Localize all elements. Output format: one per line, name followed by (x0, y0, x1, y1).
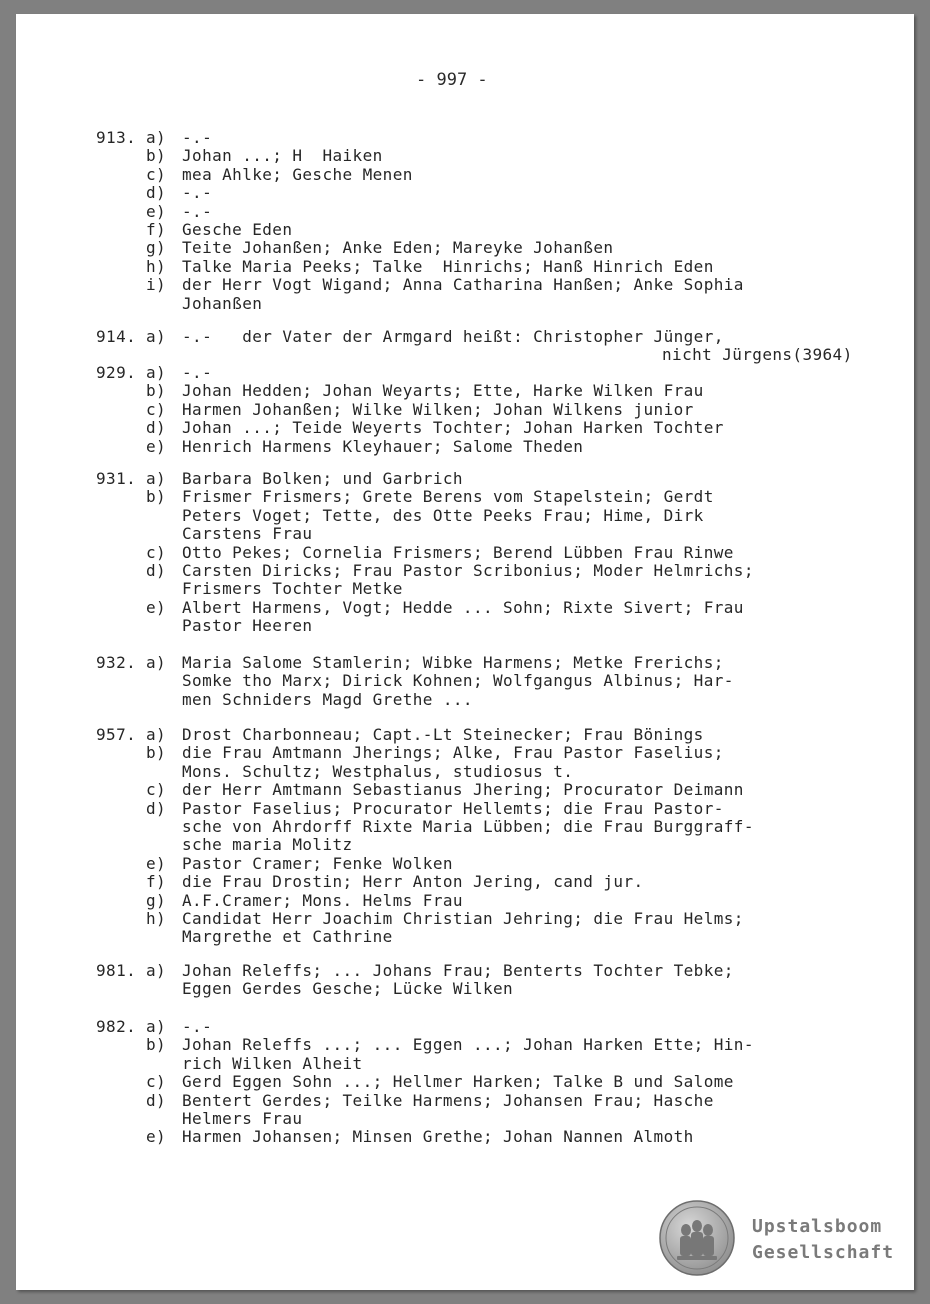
line-text: Otto Pekes; Cornelia Frismers; Berend Lübben Frau Rinwe (182, 542, 734, 562)
line-text: Helmers Frau (182, 1109, 303, 1128)
line-letter: a) (146, 469, 167, 488)
line-text: Gerd Eggen Sohn ...; Hellmer Harken; Talke B und Salome (182, 1072, 734, 1092)
line-text: -.- (182, 128, 213, 147)
line-letter: b) (146, 743, 167, 763)
line-text: Johan Releffs ...; ... Eggen ...; Johan Harken Ette; Hin- (182, 1035, 754, 1055)
line-text: Harmen Johanßen; Wilke Wilken; Johan Wilkens junior (182, 399, 694, 419)
line-letter: a) (146, 327, 167, 346)
line-text: Johan ...; H Haiken (182, 146, 383, 166)
line-text: der Herr Amtmann Sebastianus Jhering; Procurator Deimann (182, 780, 744, 800)
line-text: der Herr Vogt Wigand; Anna Catharina Hanßen; Anke Sophia (182, 275, 744, 295)
line-letter: a) (146, 725, 167, 744)
upstalsboom-seal-icon (659, 1200, 735, 1276)
line-note: nicht Jürgens(3964) (662, 345, 853, 365)
line-text: Henrich Harmens Kleyhauer; Salome Theden (182, 436, 584, 456)
line-letter: c) (146, 542, 167, 562)
line-letter: d) (146, 183, 167, 203)
line-text: sche maria Molitz (182, 835, 353, 855)
entry-number: 931. (96, 469, 137, 488)
line-letter: d) (146, 418, 167, 438)
line-text: Johanßen (182, 293, 263, 313)
line-text: Frismer Frismers; Grete Berens vom Stapelstein; Gerdt (182, 487, 714, 507)
line-text: Bentert Gerdes; Teilke Harmens; Johansen Frau; Hasche (182, 1090, 714, 1110)
entry-number: 929. (96, 363, 137, 382)
line-text: Mons. Schultz; Westphalus, studiosus t. (182, 761, 574, 781)
line-letter: e) (146, 853, 167, 873)
line-letter: a) (146, 961, 167, 980)
line-text: -.- (182, 1017, 213, 1036)
line-letter: c) (146, 1072, 167, 1092)
line-text: Johan ...; Teide Weyerts Tochter; Johan Harken Tochter (182, 418, 724, 438)
entry-number: 981. (96, 961, 137, 980)
line-letter: a) (146, 653, 167, 672)
line-letter: i) (146, 275, 167, 295)
line-text: rich Wilken Alheit (182, 1053, 363, 1073)
line-letter: e) (146, 201, 167, 221)
line-text: Johan Hedden; Johan Weyarts; Ette, Harke Wilken Frau (182, 381, 704, 401)
line-text: Eggen Gerdes Gesche; Lücke Wilken (182, 979, 514, 999)
line-text: Albert Harmens, Vogt; Hedde ... Sohn; Rixte Sivert; Frau (182, 597, 744, 617)
logo-line-1: Upstalsboom (752, 1216, 883, 1237)
line-text: Margrethe et Cathrine (182, 927, 393, 947)
document-page (16, 14, 914, 1290)
line-letter: d) (146, 798, 167, 818)
line-text: die Frau Drostin; Herr Anton Jering, cand jur. (182, 872, 644, 892)
line-text: Barbara Bolken; und Garbrich (182, 469, 463, 488)
line-letter: g) (146, 890, 167, 910)
line-letter: d) (146, 1090, 167, 1110)
entry-number: 957. (96, 725, 137, 744)
line-text: Frismers Tochter Metke (182, 579, 403, 599)
line-letter: b) (146, 1035, 167, 1055)
line-letter: b) (146, 487, 167, 507)
line-letter: f) (146, 872, 167, 892)
society-logo-text (752, 1214, 894, 1266)
line-text: Drost Charbonneau; Capt.-Lt Steinecker; Frau Bönings (182, 725, 704, 744)
line-letter: a) (146, 363, 167, 382)
line-text: sche von Ahrdorff Rixte Maria Lübben; die Frau Burggraff- (182, 817, 754, 836)
entry-number: 913. (96, 128, 137, 147)
line-text: Maria Salome Stamlerin; Wibke Harmens; Metke Frerichs; (182, 653, 724, 672)
line-letter: a) (146, 1017, 167, 1036)
line-letter: c) (146, 399, 167, 419)
entry-number: 914. (96, 327, 137, 346)
line-text: Peters Voget; Tette, des Otte Peeks Frau; Hime, Dirk (182, 505, 704, 525)
line-text: Candidat Herr Joachim Christian Jehring; die Frau Helms; (182, 909, 744, 928)
line-letter: b) (146, 381, 167, 401)
line-letter: h) (146, 256, 167, 276)
line-text: die Frau Amtmann Jherings; Alke, Frau Pastor Faselius; (182, 743, 724, 763)
line-letter: h) (146, 909, 167, 928)
line-text: -.- der Vater der Armgard heißt: Christopher Jünger, (182, 327, 724, 346)
line-letter: e) (146, 597, 167, 617)
line-text: Teite Johanßen; Anke Eden; Mareyke Johanßen (182, 238, 614, 258)
line-text: mea Ahlke; Gesche Menen (182, 164, 413, 184)
line-letter: g) (146, 238, 167, 258)
line-letter: a) (146, 128, 167, 147)
line-text: Talke Maria Peeks; Talke Hinrichs; Hanß Hinrich Eden (182, 256, 714, 276)
line-letter: d) (146, 561, 167, 580)
line-text: men Schniders Magd Grethe ... (182, 689, 473, 709)
line-text: Harmen Johansen; Minsen Grethe; Johan Nannen Almoth (182, 1127, 694, 1147)
line-text: Somke tho Marx; Dirick Kohnen; Wolfgangus Albinus; Har- (182, 671, 734, 691)
line-text: Pastor Heeren (182, 616, 313, 636)
line-text: Pastor Faselius; Procurator Hellemts; die Frau Pastor- (182, 798, 724, 818)
line-letter: e) (146, 436, 167, 456)
line-text: A.F.Cramer; Mons. Helms Frau (182, 890, 463, 910)
page-number: - 997 - (416, 70, 488, 90)
line-text: -.- (182, 183, 213, 203)
line-letter: b) (146, 146, 167, 166)
line-text: -.- (182, 363, 213, 382)
line-text: Gesche Eden (182, 220, 293, 239)
line-text: Pastor Cramer; Fenke Wolken (182, 853, 453, 873)
line-text: Johan Releffs; ... Johans Frau; Benterts Tochter Tebke; (182, 961, 734, 980)
line-letter: e) (146, 1127, 167, 1147)
line-letter: c) (146, 780, 167, 800)
logo-line-2: Gesellschaft (752, 1242, 895, 1263)
line-text: Carsten Diricks; Frau Pastor Scribonius; Moder Helmrichs; (182, 561, 754, 580)
line-text: Carstens Frau (182, 524, 313, 544)
line-text: -.- (182, 201, 213, 221)
entry-number: 982. (96, 1017, 137, 1036)
line-letter: f) (146, 220, 167, 239)
line-letter: c) (146, 164, 167, 184)
entry-number: 932. (96, 653, 137, 672)
